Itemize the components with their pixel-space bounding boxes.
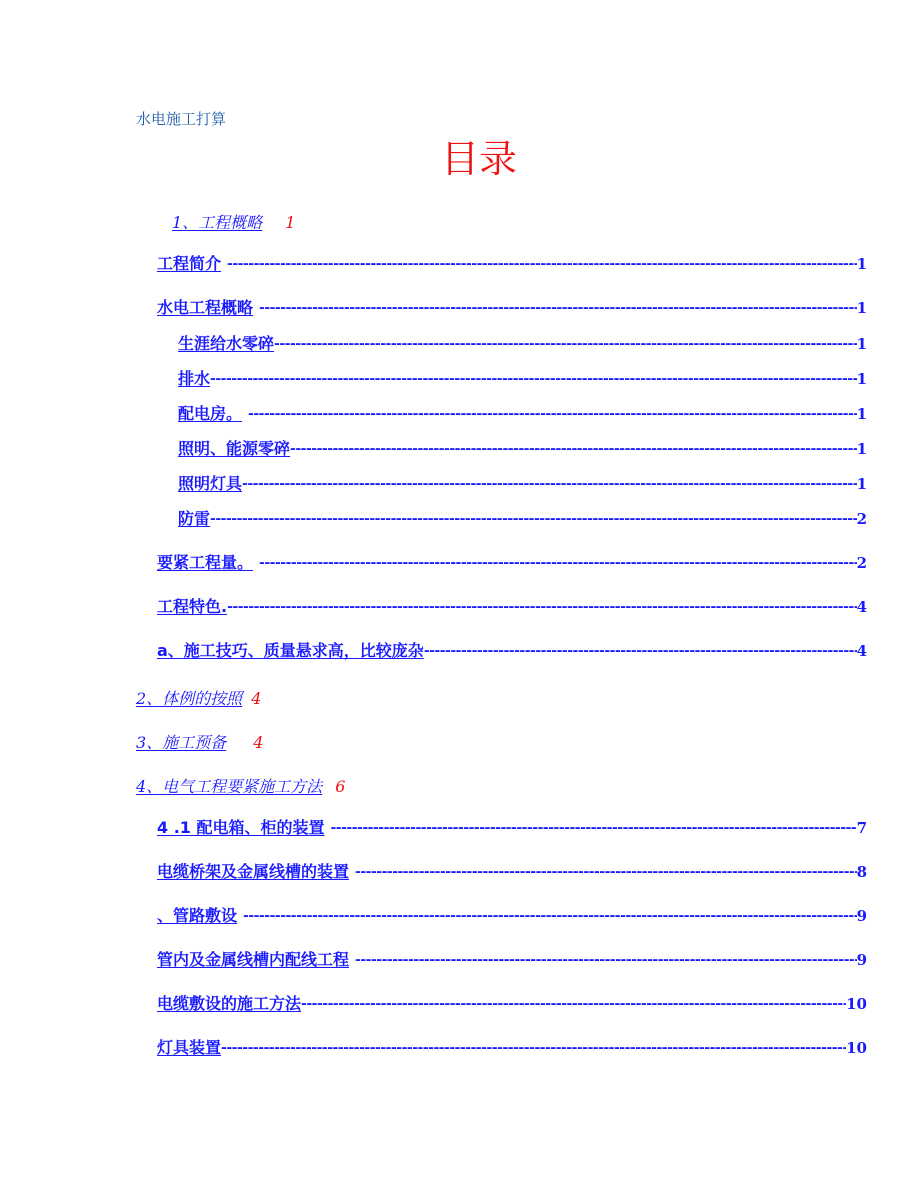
toc-section-label[interactable]: 2、体例的按照	[136, 689, 243, 708]
toc-leader-dots	[290, 439, 857, 459]
toc-entry-page: 1	[856, 370, 867, 388]
toc-entry[interactable]	[157, 298, 867, 318]
toc-entry-label[interactable]: 照明灯具	[178, 474, 243, 493]
toc-entry-page: 10	[846, 1039, 867, 1057]
toc-entry[interactable]	[178, 369, 867, 389]
toc-leader-dots	[210, 509, 857, 529]
toc-entry-page: 1	[856, 475, 867, 493]
toc-section-label[interactable]: 1、工程概略	[172, 213, 263, 232]
toc-section-page: 4	[253, 733, 264, 752]
toc-entry[interactable]	[157, 553, 867, 573]
toc-entry[interactable]	[178, 404, 867, 424]
toc-entry-label[interactable]: 管内及金属线槽内配线工程	[157, 950, 350, 969]
toc-leader-dots	[355, 950, 857, 970]
toc-entry[interactable]	[157, 597, 867, 617]
toc-entry-page: 1	[856, 299, 867, 317]
toc-entry-label[interactable]: 防雷	[178, 509, 211, 528]
toc-leader-dots	[259, 298, 857, 318]
toc-entry-page: 1	[856, 335, 867, 353]
toc-section-page: 6	[335, 777, 346, 796]
toc-entry-label[interactable]: 4 .1 配电箱、柜的装置	[157, 818, 325, 837]
toc-section-label[interactable]: 4、电气工程要紧施工方法	[136, 777, 323, 796]
toc-leader-dots	[248, 404, 857, 424]
toc-entry-label[interactable]: 工程简介	[157, 254, 222, 273]
toc-entry-page: 1	[856, 255, 867, 273]
toc-leader-dots	[227, 597, 856, 617]
toc-section-3[interactable]	[136, 730, 263, 753]
toc-section-label[interactable]: 3、施工预备	[136, 733, 227, 752]
toc-title: 目录	[440, 137, 517, 181]
toc-entry-label[interactable]: 要紧工程量。	[157, 553, 254, 572]
toc-section-4[interactable]	[136, 774, 345, 797]
toc-entry-label[interactable]: 电缆敷设的施工方法	[157, 994, 302, 1013]
toc-leader-dots	[243, 906, 857, 926]
toc-entry-page: 10	[846, 995, 867, 1013]
toc-entry-label[interactable]: 电缆桥架及金属线槽的装置	[157, 862, 350, 881]
toc-leader-dots	[355, 862, 857, 882]
toc-leader-dots	[331, 818, 857, 838]
toc-section-page: 4	[251, 689, 262, 708]
toc-entry-label[interactable]: 、管路敷设	[157, 906, 238, 925]
toc-entry[interactable]	[157, 862, 867, 882]
toc-entry-label[interactable]: 灯具装置	[157, 1038, 222, 1057]
toc-leader-dots	[301, 994, 846, 1014]
toc-entry[interactable]	[178, 439, 867, 459]
toc-entry-label[interactable]: 水电工程概略	[157, 298, 254, 317]
toc-leader-dots	[259, 553, 857, 573]
toc-entry[interactable]	[157, 906, 867, 926]
toc-entry[interactable]	[157, 1038, 867, 1058]
toc-section-page: 1	[285, 213, 296, 232]
toc-leader-dots	[424, 641, 857, 661]
toc-entry-label[interactable]: 工程特色.	[157, 597, 228, 616]
toc-leader-dots	[274, 334, 857, 354]
toc-entry[interactable]	[178, 509, 867, 529]
toc-entry-page: 9	[856, 907, 867, 925]
toc-entry-page: 2	[856, 554, 867, 572]
toc-entry-page: 9	[856, 951, 867, 969]
toc-entry-page: 4	[856, 598, 867, 616]
toc-entry-label[interactable]: 排水	[178, 369, 211, 388]
toc-entry-label[interactable]: 生涯给水零碎	[178, 334, 275, 353]
toc-entry-label[interactable]: 配电房。	[178, 404, 243, 423]
toc-section-2[interactable]	[136, 686, 261, 709]
toc-entry-page: 1	[856, 405, 867, 423]
toc-entry-page: 4	[856, 642, 867, 660]
toc-leader-dots	[227, 254, 857, 274]
toc-entry-page: 1	[856, 440, 867, 458]
toc-entry[interactable]	[157, 254, 867, 274]
toc-entry[interactable]	[178, 474, 867, 494]
toc-leader-dots	[210, 369, 857, 389]
toc-leader-dots	[242, 474, 857, 494]
toc-entry-label[interactable]: 照明、能源零碎	[178, 439, 291, 458]
toc-entry[interactable]	[157, 950, 867, 970]
toc-entry[interactable]	[178, 334, 867, 354]
toc-entry[interactable]	[157, 994, 867, 1014]
toc-entry-label[interactable]: a、施工技巧、质量悬求高，比较庞杂	[157, 641, 424, 660]
toc-entry-page: 7	[856, 819, 867, 837]
toc-entry[interactable]	[157, 641, 867, 661]
toc-entry-page: 2	[856, 510, 867, 528]
toc-leader-dots	[221, 1038, 846, 1058]
toc-section-1[interactable]	[172, 210, 295, 233]
toc-entry[interactable]	[157, 818, 867, 838]
toc-entry-page: 8	[856, 863, 867, 881]
document-header: 水电施工打算	[136, 110, 227, 128]
